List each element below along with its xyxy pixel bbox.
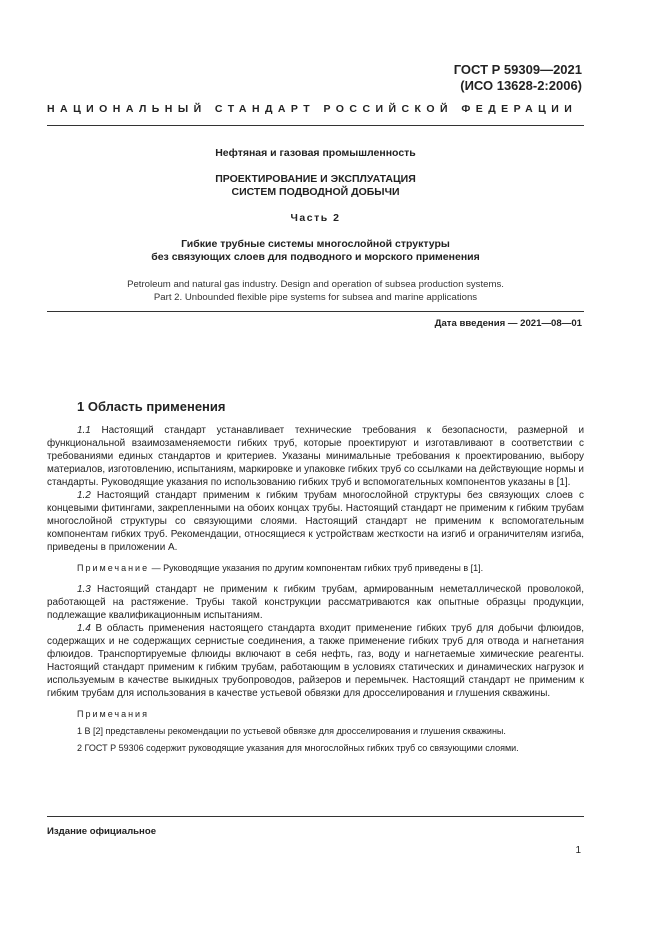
note-1: Примечание — Руководящие указания по другим компонентам гибких труб приведены в [1]. xyxy=(77,563,484,573)
standard-code: ГОСТ Р 59309—2021 xyxy=(453,62,582,77)
paragraph-1-2: 1.2 Настоящий стандарт применим к гибким трубам многослойной структуры без связующих слоев с концевыми фитингами, закрепленными на обоих концах трубы. Настоящий стандарт не применим к гибким трубам многослойной структуры со связующими слоями. Настоящий стандарт не применим к вспомогательным компонентам гибких труб. Рекомендации, относящиеся к устройствам жесткости на изгиб и ограничителям изгиба, приведены в приложении А. xyxy=(47,490,584,553)
section-heading: 1 Область применения xyxy=(77,399,226,414)
subtitle-line1: Гибкие трубные системы многослойной структуры xyxy=(181,238,450,250)
national-standard-banner: НАЦИОНАЛЬНЫЙ СТАНДАРТ РОССИЙСКОЙ ФЕДЕРАЦИИ xyxy=(47,103,578,115)
english-title-line2: Part 2. Unbounded flexible pipe systems for subsea and marine applications xyxy=(153,292,478,303)
paragraph-1-1: 1.1 Настоящий стандарт устанавливает технические требования к безопасности, размерной и функциональной взаимозаменяемости гибких труб, которые проектируют и изготавливают в соответствии с требованиями единых стандартов и критериев. Указаны минимальные требования к проектированию, выбору материалов, изготовлению, испытаниям, маркировке и упаковке гибких труб со ссылками на действующие нормы и стандарты. Руководящие указания по использованию гибких труб и вспомогательных компонентов указаны в [1]. xyxy=(47,425,584,488)
document-code-block xyxy=(454,62,582,94)
iso-code: (ИСО 13628-2:2006) xyxy=(460,78,582,93)
introduction-date: Дата введения — 2021—08—01 xyxy=(434,318,582,329)
title-divider xyxy=(47,311,584,312)
part-title: Часть 2 xyxy=(290,212,341,224)
official-edition-label: Издание официальное xyxy=(47,826,157,837)
notes-label: Примечания xyxy=(77,709,149,719)
note-item-1: 1 В [2] представлены рекомендации по устьевой обвязке для дросселирования и глушения скважины. xyxy=(77,726,506,736)
header-divider xyxy=(47,125,584,126)
main-title-line2: СИСТЕМ ПОДВОДНОЙ ДОБЫЧИ xyxy=(231,186,400,198)
english-title-line1: Petroleum and natural gas industry. Design and operation of subsea production systems. xyxy=(127,279,504,290)
paragraph-1-3: 1.3 Настоящий стандарт не применим к гибким трубам, армированным неметаллической проволокой, работающей на растяжение. Трубы такой конструкции рассматриваются как опытные образцы продукции, подлежащие квалификационным испытаниям. xyxy=(47,584,584,621)
page-number: 1 xyxy=(575,845,581,856)
note-item-2: 2 ГОСТ Р 59306 содержит руководящие указания для многослойных гибких труб со связующими слоями. xyxy=(77,743,519,753)
paragraph-1-4: 1.4 В область применения настоящего стандарта входит применение гибких труб для добычи флюидов, содержащих и не содержащих сернистые соединения, а также применение гибких труб для отвода и нагнетания флюидов. Транспортируемые флюиды включают в себя нефть, газ, воду и нагнетаемые химические реагенты. Настоящий стандарт применим к гибким трубам, работающим в условиях статических и динамических нагрузок и используемым в качестве выкидных трубопроводов, райзеров и перемычек. Настоящий стандарт не применим к гибким трубам для использования в качестве устьевой обвязки для дросселирования и глушения скважины. xyxy=(47,623,584,699)
main-title-line1: ПРОЕКТИРОВАНИЕ И ЭКСПЛУАТАЦИЯ xyxy=(215,173,416,185)
industry-title: Нефтяная и газовая промышленность xyxy=(215,147,416,159)
section-body xyxy=(47,424,584,755)
subtitle-line2: без связующих слоев для подводного и морского применения xyxy=(151,251,480,263)
footer-divider xyxy=(47,816,584,817)
